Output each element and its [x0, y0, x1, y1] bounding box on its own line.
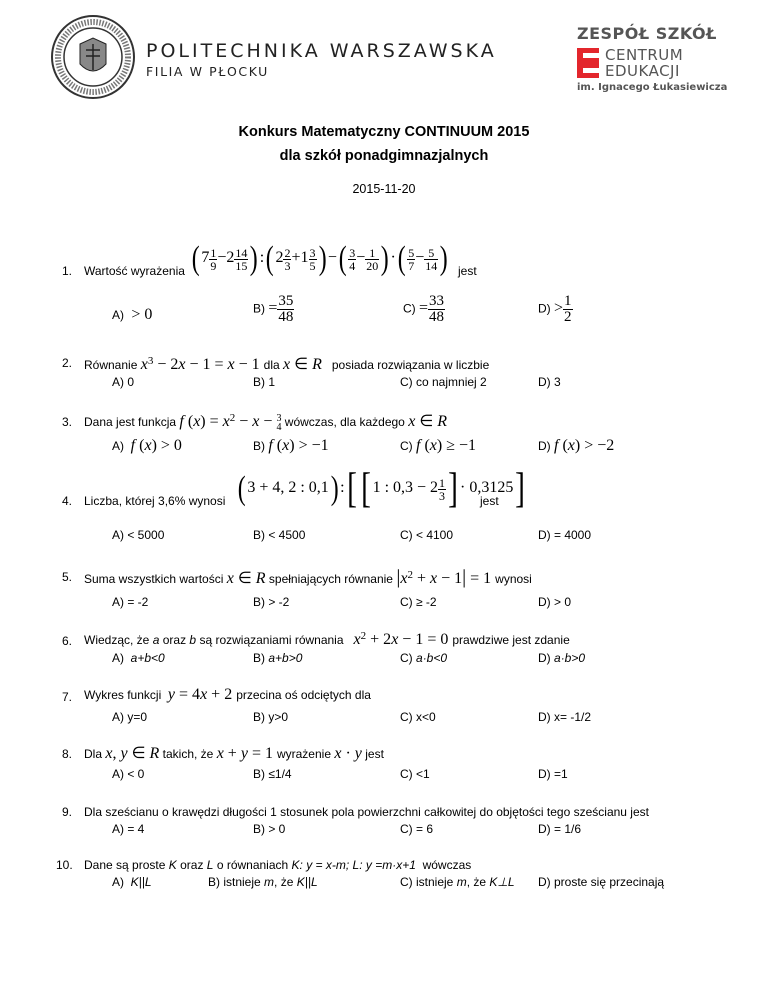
- q9-number: 9.: [62, 805, 73, 819]
- q3-number: 3.: [62, 415, 73, 429]
- zs-title: ZESPÓŁ SZKÓŁ: [577, 24, 717, 43]
- q5-number: 5.: [62, 570, 73, 584]
- q2-text: Równanie x3 − 2x − 1 = x − 1 dla x ∈ R posiada rozwiązania w liczbie: [84, 355, 490, 373]
- q8-answer-a[interactable]: A) < 0: [112, 767, 145, 781]
- q5-answer-c[interactable]: C) ≥ -2: [400, 595, 437, 609]
- q1-text: Wartość wyrażenia: [84, 264, 185, 278]
- q10-answer-c[interactable]: C) istnieje m, że K⊥L: [400, 875, 515, 889]
- q10-answer-b[interactable]: B) istnieje m, że K||L: [208, 875, 318, 889]
- q1-answer-a[interactable]: A) > 0: [112, 306, 153, 323]
- q9-answer-c[interactable]: C) = 6: [400, 822, 434, 836]
- q9-text: Dla sześcianu o krawędzi długości 1 stosunek pola powierzchni całkowitej do objętości tego sześcianu jest: [84, 805, 649, 819]
- q6-number: 6.: [62, 634, 73, 648]
- q7-number: 7.: [62, 690, 73, 704]
- zs-edukacji: EDUKACJI: [605, 62, 680, 80]
- q6-answer-c[interactable]: C) a·b<0: [400, 651, 448, 665]
- q4-tail: jest: [480, 494, 499, 508]
- q6-answer-a[interactable]: A) a+b<0: [112, 651, 165, 665]
- q8-number: 8.: [62, 747, 73, 761]
- date: 2015-11-20: [352, 182, 416, 196]
- q5-answer-a[interactable]: A) = -2: [112, 595, 149, 609]
- q4-expression: ( 3 + 4, 2 : 0,1) :[ [ 1 : 0,3 − 2 $\frac{1}{3}$ ] · 0,3125]: [237, 466, 526, 512]
- q2-answer-b[interactable]: B) 1: [253, 375, 276, 389]
- q3-answer-d[interactable]: D) f (x) > −2: [538, 437, 615, 454]
- q8-text: Dla x, y ∈ R takich, że x + y = 1 wyrażenie x · y jest: [84, 745, 384, 762]
- q4-number: 4.: [62, 494, 73, 508]
- zs-centrum: CENTRUM: [605, 46, 684, 64]
- q3-text: Dana jest funkcja f (x) = x2 − x − 3 4 wówczas, dla każdego x ∈ R: [84, 412, 448, 433]
- q5-answer-d[interactable]: D) > 0: [538, 595, 572, 609]
- q9-answer-b[interactable]: B) > 0: [253, 822, 286, 836]
- q6-answer-b[interactable]: B) a+b>0: [253, 651, 303, 665]
- q4-answer-b[interactable]: B) < 4500: [253, 528, 306, 542]
- q7-answer-b[interactable]: B) y>0: [253, 710, 289, 724]
- q4-text: Liczba, której 3,6% wynosi: [84, 494, 226, 508]
- q5-answer-b[interactable]: B) > -2: [253, 595, 290, 609]
- q2-number: 2.: [62, 356, 73, 370]
- q10-number: 10.: [56, 858, 73, 872]
- q5-text: Suma wszystkich wartości x ∈ R spełniających równanie |x2 + x − 1| = 1 wynosi: [84, 566, 532, 588]
- q1-tail: jest: [458, 264, 477, 278]
- zs-patron: im. Ignacego Łukasiewicza: [577, 82, 728, 93]
- q1-answer-d[interactable]: D) > $\frac{1}{2}$: [538, 293, 572, 325]
- q1-answer-b[interactable]: B) = $\frac{35}{48}$: [253, 293, 294, 325]
- q1-answer-c[interactable]: C) = $\frac{33}{48}$: [403, 293, 445, 325]
- pw-subtitle: FILIA W PŁOCKU: [146, 64, 269, 79]
- q6-answer-d[interactable]: D) a·b>0: [538, 651, 586, 665]
- ce-logo-icon: [577, 48, 599, 78]
- q4-answer-c[interactable]: C) < 4100: [400, 528, 454, 542]
- q8-answer-c[interactable]: C) <1: [400, 767, 430, 781]
- politechnika-seal-logo: [50, 14, 136, 100]
- q1-number: 1.: [62, 264, 73, 278]
- q8-answer-b[interactable]: B) ≤1/4: [253, 767, 292, 781]
- q9-answer-a[interactable]: A) = 4: [112, 822, 145, 836]
- q3-answer-c[interactable]: C) f (x) ≥ −1: [400, 437, 477, 454]
- q4-answer-d[interactable]: D) = 4000: [538, 528, 592, 542]
- title-line2: dla szkół ponadgimnazjalnych: [279, 148, 489, 164]
- q7-text: Wykres funkcji y = 4x + 2 przecina oś odciętych dla: [84, 686, 371, 703]
- q1-expression: ( 7 $\frac{1}{9}$ −2 $\frac{14}{15}$ ) :( 2 $\frac{2}{3}$ +1 $\frac{3}{5}$ ) −( $\frac{3}{4}$ − $\frac{1}{20}$ ) ·( $\frac{5}{7}$ − $\frac{5}{14}$ ): [191, 240, 448, 277]
- q10-text: Dane są proste K oraz L o równaniach K: y = x-m; L: y =m·x+1 wówczas: [84, 858, 472, 872]
- title-line1: Konkurs Matematyczny CONTINUUM 2015: [238, 124, 530, 140]
- q6-text: Wiedząc, że a oraz b są rozwiązaniami równania x2 + 2x − 1 = 0 prawdziwe jest zdanie: [84, 630, 570, 648]
- pw-name: POLITECHNIKA WARSZAWSKA: [146, 40, 497, 62]
- q10-answer-d[interactable]: D) proste się przecinają: [538, 875, 665, 889]
- q3-answer-a[interactable]: A) f (x) > 0: [112, 437, 182, 454]
- q10-answer-a[interactable]: A) K||L: [112, 875, 152, 889]
- q9-answer-d[interactable]: D) = 1/6: [538, 822, 582, 836]
- q8-answer-d[interactable]: D) =1: [538, 767, 568, 781]
- q4-answer-a[interactable]: A) < 5000: [112, 528, 165, 542]
- q2-answer-c[interactable]: C) co najmniej 2: [400, 375, 487, 389]
- q2-answer-d[interactable]: D) 3: [538, 375, 561, 389]
- q7-answer-c[interactable]: C) x<0: [400, 710, 436, 724]
- q7-answer-d[interactable]: D) x= -1/2: [538, 710, 592, 724]
- q7-answer-a[interactable]: A) y=0: [112, 710, 148, 724]
- q3-answer-b[interactable]: B) f (x) > −1: [253, 437, 329, 454]
- q2-answer-a[interactable]: A) 0: [112, 375, 135, 389]
